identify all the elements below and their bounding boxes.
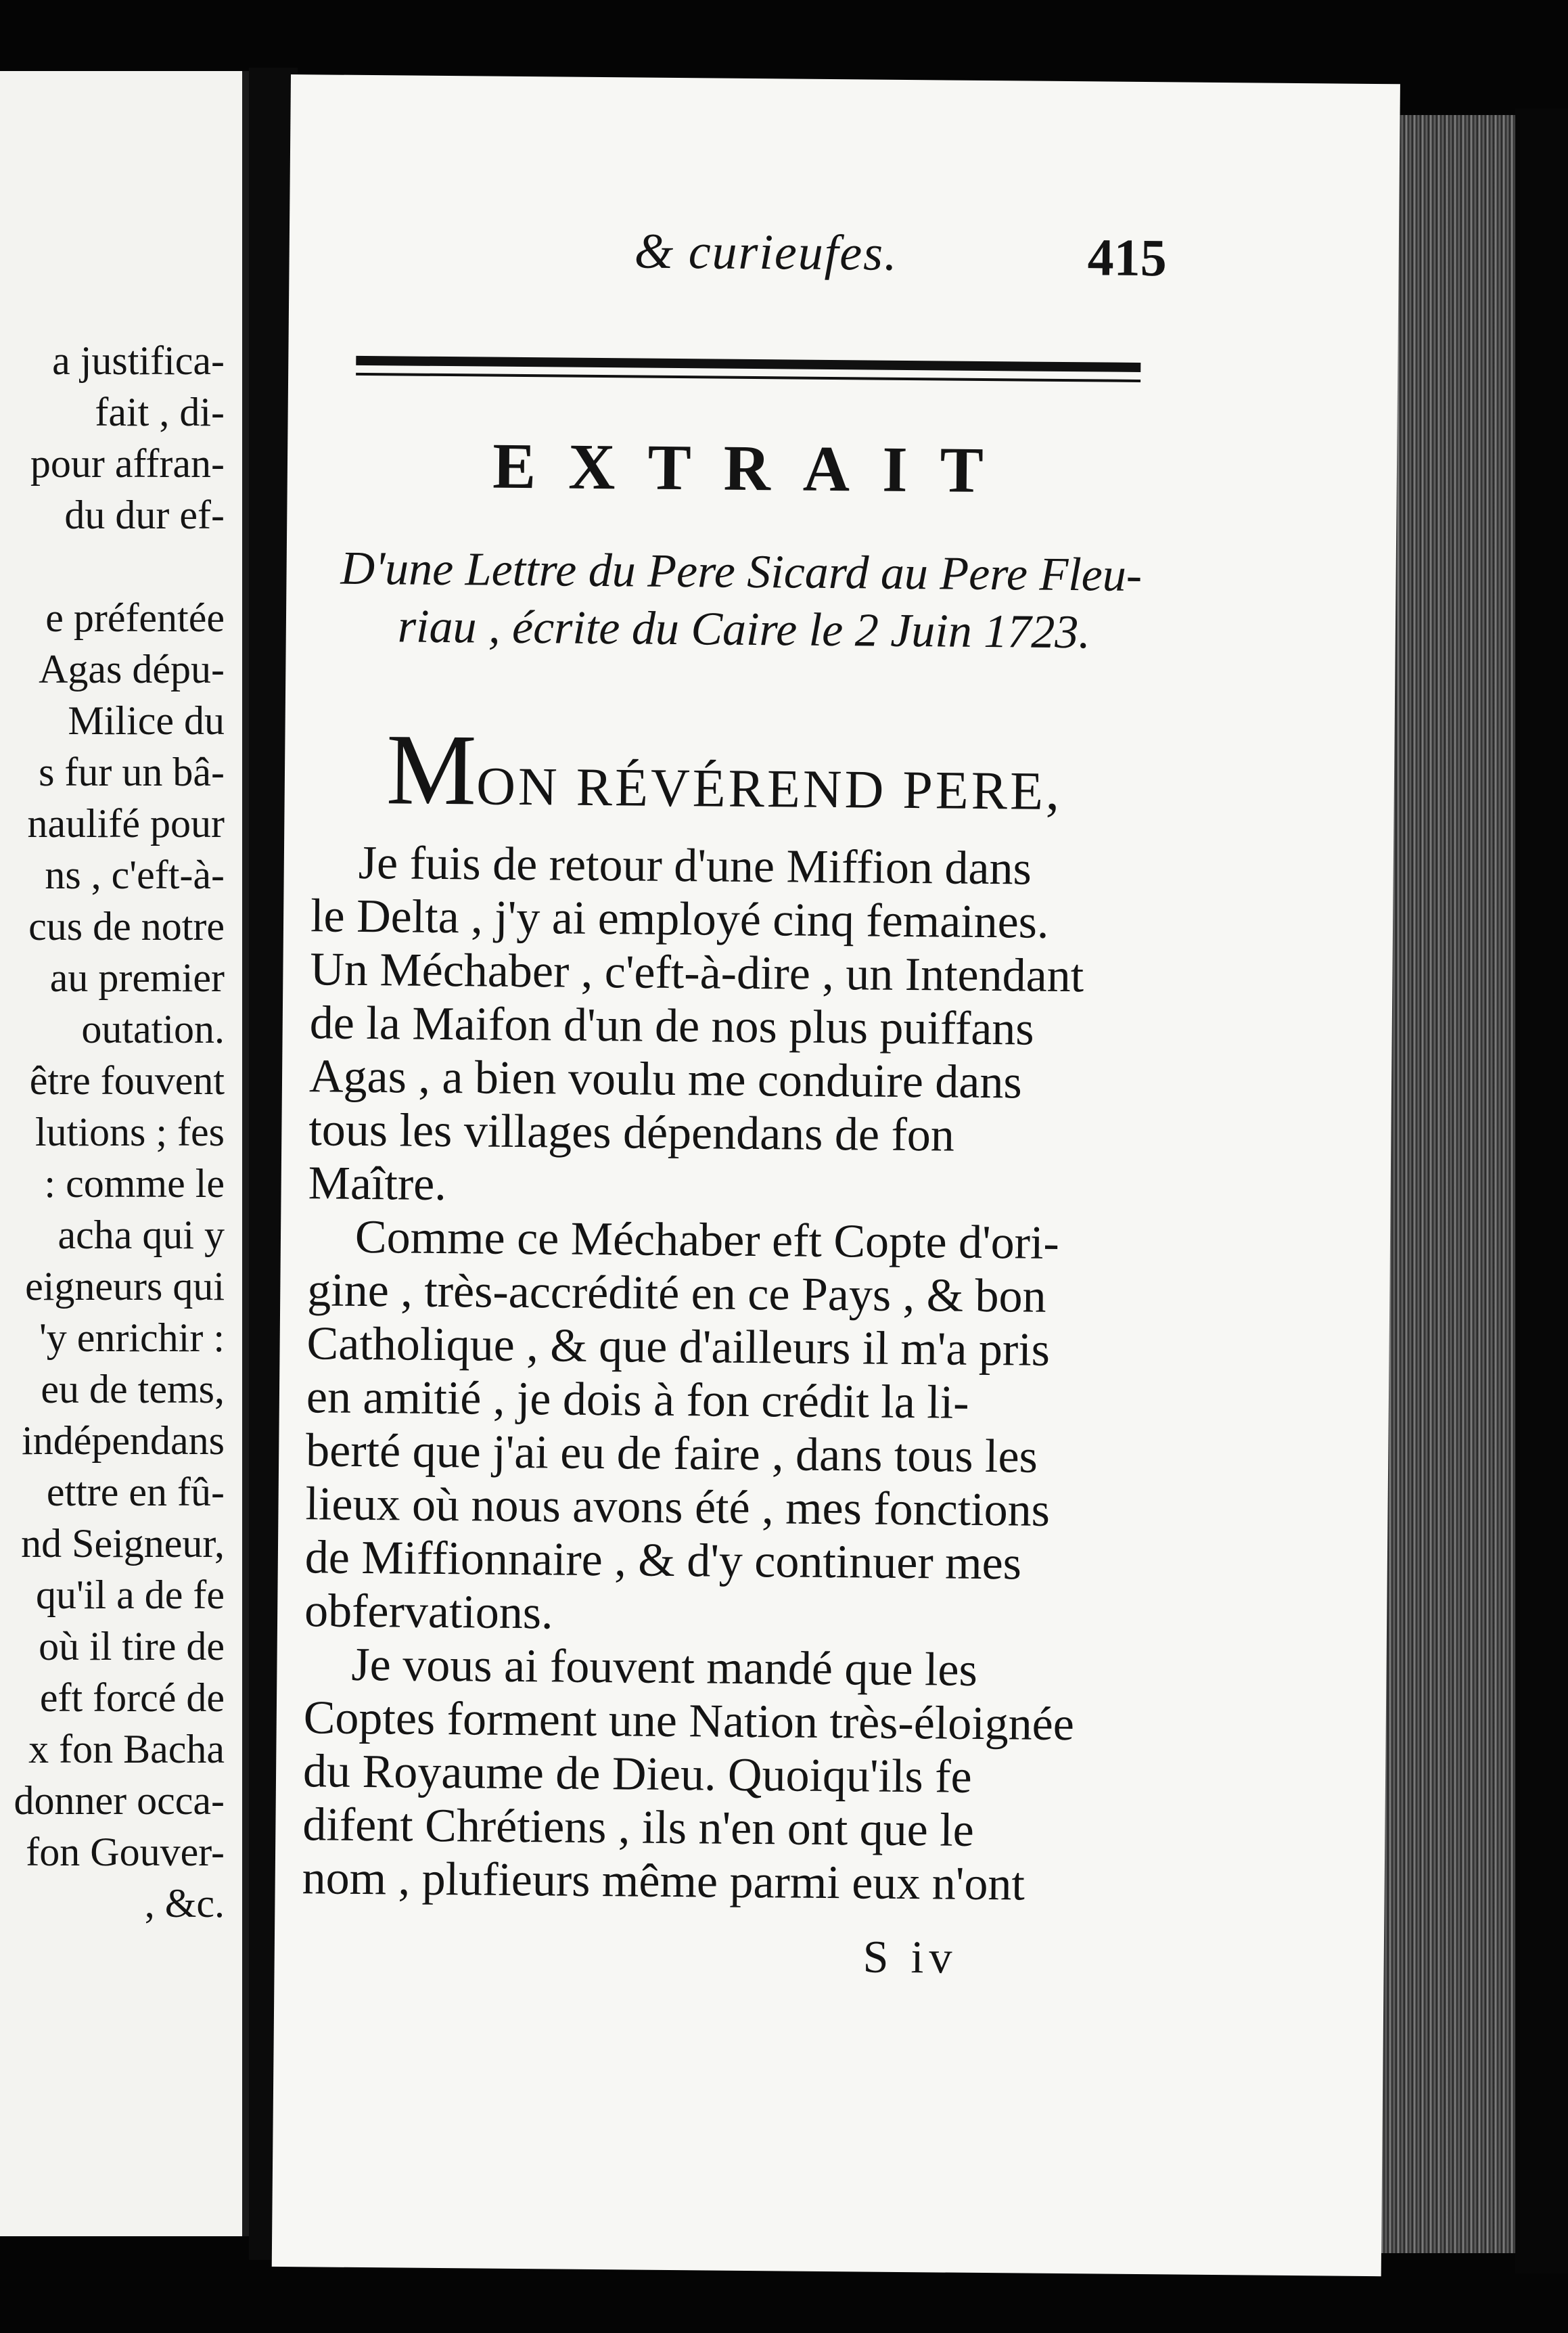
- facing-page-line: ettre en fû-: [46, 1470, 225, 1514]
- body-line: difent Chrétiens , ils n'en ont que le: [302, 1798, 975, 1857]
- facing-page-line: fait , di-: [95, 390, 225, 434]
- body-line: Maître.: [308, 1157, 447, 1211]
- facing-page-line: e préfentée: [45, 595, 225, 640]
- facing-page-line: du dur ef-: [64, 493, 225, 537]
- facing-page-line: qu'il a de fe: [35, 1572, 225, 1617]
- body-line: Agas , a bien voulu me conduire dans: [308, 1050, 1022, 1109]
- body-line: berté que j'ai eu de faire , dans tous les: [305, 1424, 1038, 1483]
- body-line: tous les villages dépendans de fon: [308, 1104, 955, 1162]
- body-line: en amitié , je dois à fon crédit la li-: [306, 1371, 969, 1429]
- body-line: Coptes forment une Nation très-éloignée: [303, 1692, 1075, 1751]
- body-line: le Delta , j'y ai employé cinq femaines.: [310, 890, 1049, 949]
- facing-page-line: être fouvent: [29, 1058, 225, 1103]
- facing-page-line: cus de notre: [28, 904, 225, 949]
- facing-page-line: , &c.: [144, 1881, 225, 1926]
- body-line: du Royaume de Dieu. Quoiqu'ils fe: [302, 1745, 972, 1803]
- salutation-text: ON RÉVÉREND PERE,: [476, 756, 1063, 821]
- salutation-dropcap: M: [386, 713, 478, 827]
- facing-page-line: a justifica-: [52, 338, 225, 383]
- facing-page-line: nd Seigneur,: [21, 1521, 225, 1566]
- body-line: Catholique , & que d'ailleurs il m'a pris: [306, 1317, 1051, 1376]
- section-title: EXTRAIT: [492, 429, 1017, 507]
- body-line: de Miffionnaire , & d'y continuer mes: [304, 1531, 1022, 1590]
- facing-page-line: où il tire de: [39, 1624, 225, 1669]
- body-line: Je vous ai fouvent mandé que les: [351, 1638, 978, 1696]
- facing-page-line: pour affran-: [30, 441, 225, 486]
- facing-page-line: donner occa-: [14, 1778, 225, 1823]
- facing-page-line: eft forcé de: [39, 1675, 225, 1720]
- body-line: Je fuis de retour d'une Miffion dans: [358, 836, 1032, 895]
- subtitle-line-2: riau , écrite du Caire le 2 Juin 1723.: [397, 600, 1091, 659]
- body-line: de la Maifon d'un de nos plus puiffans: [309, 997, 1034, 1056]
- body-line: obfervations.: [304, 1585, 553, 1639]
- facing-page-line: eu de tems,: [41, 1367, 225, 1411]
- facing-page-line: : comme le: [44, 1161, 225, 1206]
- body-line: nom , plufieurs même parmi eux n'ont: [302, 1852, 1025, 1911]
- facing-page-left: [0, 71, 249, 2236]
- page-number: 415: [1087, 227, 1168, 288]
- running-head: & curieufes.: [634, 223, 898, 281]
- main-page: [272, 74, 1400, 2276]
- body-line: Un Méchaber , c'eft-à-dire , un Intendant: [310, 943, 1084, 1003]
- header-rule-thick: [356, 356, 1140, 372]
- body-line: gine , très-accrédité en ce Pays , & bon: [306, 1264, 1046, 1323]
- facing-page-line: lutions ; fes: [35, 1110, 225, 1154]
- facing-page-line: 'y enrichir :: [39, 1315, 225, 1360]
- facing-page-line: indépendans: [22, 1418, 225, 1463]
- body-line: Comme ce Méchaber eft Copte d'ori-: [354, 1210, 1060, 1269]
- facing-page-line: naulifé pour: [27, 801, 225, 846]
- facing-page-line: outation.: [81, 1007, 225, 1051]
- facing-page-line: au premier: [49, 955, 225, 1000]
- facing-page-line: ns , c'eft-à-: [45, 853, 225, 897]
- edge-shadow: [1515, 108, 1568, 2273]
- signature-mark: S iv: [862, 1930, 958, 1983]
- header-rule-thin: [356, 373, 1140, 382]
- facing-page-line: eigneurs qui: [25, 1264, 225, 1309]
- facing-page-line: fon Gouver-: [26, 1830, 225, 1874]
- facing-page-line: Milice du: [68, 698, 225, 743]
- salutation: [386, 711, 1063, 834]
- subtitle-line-1: D'une Lettre du Pere Sicard au Pere Fleu-: [340, 542, 1143, 602]
- facing-page-line: s fur un bâ-: [39, 750, 225, 794]
- facing-page-line: x fon Bacha: [28, 1727, 225, 1771]
- body-line: lieux où nous avons été , mes fonctions: [305, 1478, 1051, 1537]
- facing-page-line: acha qui y: [57, 1213, 225, 1257]
- facing-page-line: Agas dépu-: [39, 647, 225, 692]
